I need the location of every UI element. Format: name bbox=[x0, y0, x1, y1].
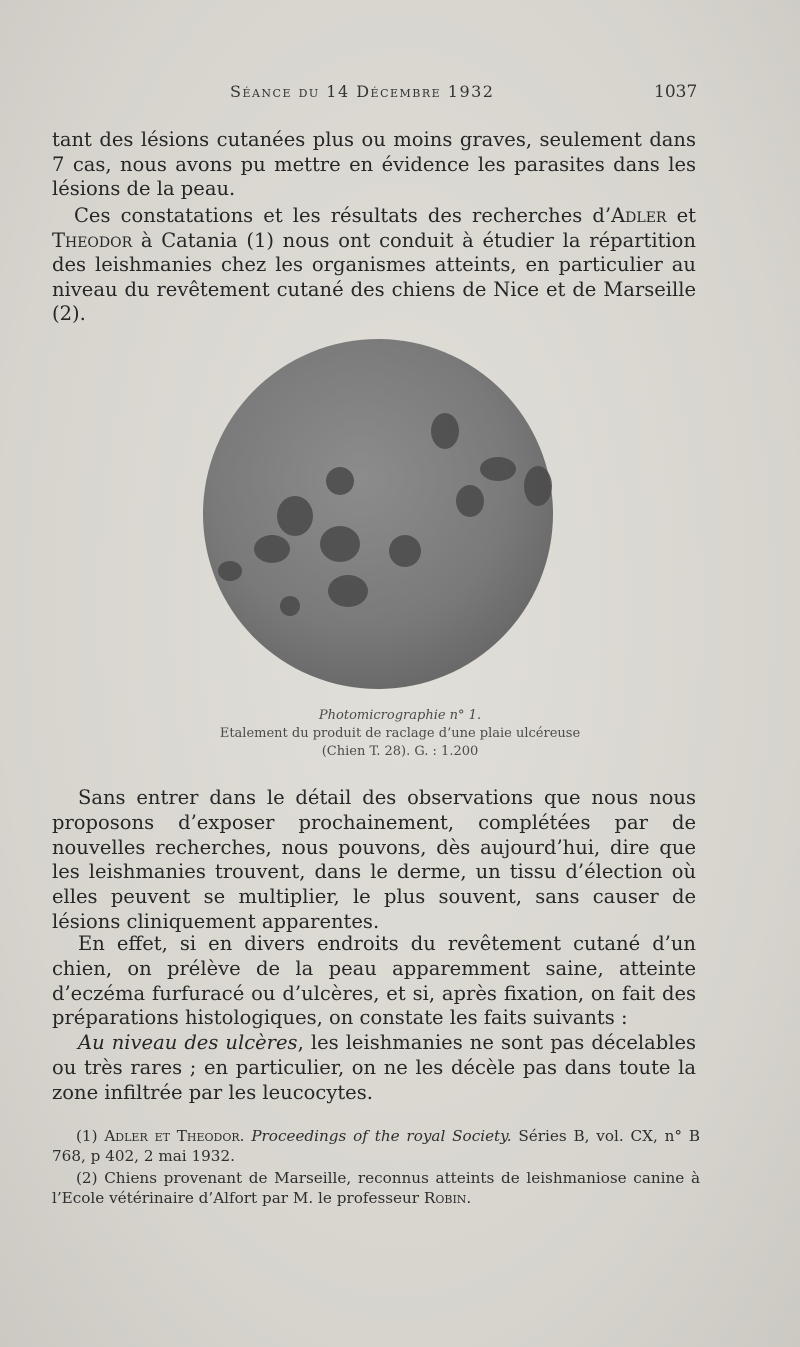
paragraph-2-start: Ces constatations et les résultats des recherches d’ bbox=[74, 204, 612, 227]
paragraph-5-rest: , les leishmanies ne sont pas décelables ou très rares ; en particulier, on ne les décèle pas dans toute la zone infiltrée par les leucocytes. bbox=[52, 1031, 696, 1104]
micrograph-disc bbox=[203, 339, 553, 689]
figure-caption-line-2: (Chien T. 28). G. : 1.200 bbox=[321, 744, 479, 759]
footnote-1-number: (1) bbox=[76, 1127, 105, 1145]
paragraph-4 bbox=[52, 932, 696, 1031]
footnote-1 bbox=[52, 1126, 700, 1166]
running-title: Séance du 14 Décembre 1932 bbox=[230, 82, 495, 101]
footnote-2 bbox=[52, 1168, 700, 1208]
paragraph-2-rest: à Catania (1) nous ont conduit à étudier la répartition des leishmanies chez les organismes atteints, en particulier au niveau du revêtement cutané des chiens de Nice et de Marseille (2). bbox=[52, 228, 696, 326]
paragraph-1: tant des lésions cutanées plus ou moins graves, seulement dans 7 cas, nous avons pu mettre en évidence les parasites dans les lésions de la peau. bbox=[52, 128, 696, 201]
paragraph-2-et: et bbox=[666, 204, 696, 227]
paragraph-5-italic: Au niveau des ulcères bbox=[78, 1031, 298, 1054]
photomicrograph-figure bbox=[200, 336, 560, 696]
paragraph-2 bbox=[52, 204, 696, 327]
footnote-1-authors: Adler et Theodor. bbox=[104, 1127, 245, 1145]
footnote-2-name: Robin bbox=[423, 1189, 467, 1207]
author-adler: Adler bbox=[611, 204, 667, 227]
figure-caption-title: Photomicrographie n° 1. bbox=[318, 708, 482, 723]
footnote-2-number: (2) bbox=[76, 1169, 105, 1187]
footnote-2-end: . bbox=[466, 1189, 472, 1207]
paragraph-3-text: Sans entrer dans le détail des observations que nous nous proposons d’exposer prochainement, complétées par de nouvelles recherches, nous pouvons, dès aujourd’hui, dire que les leishmanies trouvent, dans le derme, un tissu d’élection où elles peuvent se multiplier, le plus souvent, sans causer de lésions cliniquement apparentes. bbox=[52, 786, 696, 933]
footnote-1-journal: Proceedings of the royal Society. bbox=[244, 1127, 512, 1145]
figure-caption-line-1: Etalement du produit de raclage d’une plaie ulcéreuse bbox=[219, 726, 581, 741]
running-head bbox=[0, 82, 800, 106]
footnote-2-text: Chiens provenant de Marseille, reconnus atteints de leishmaniose canine à l’Ecole vétérinaire d’Alfort par M. le professeur bbox=[52, 1169, 700, 1207]
paragraph-4-text: En effet, si en divers endroits du revêtement cutané d’un chien, on prélève de la peau apparemment saine, atteinte d’eczéma furfuracé ou d’ulcères, et si, après fixation, on fait des préparations histologiques, on constate les faits suivants : bbox=[52, 932, 696, 1030]
author-theodor: Theodor bbox=[52, 228, 133, 252]
footnote-1-rest: Séries B, vol. CX, n° B 768, p 402, 2 mai 1932. bbox=[52, 1127, 700, 1165]
page-number: 1037 bbox=[654, 82, 698, 102]
paragraph-3 bbox=[52, 786, 696, 935]
paragraph-5 bbox=[52, 1031, 696, 1105]
